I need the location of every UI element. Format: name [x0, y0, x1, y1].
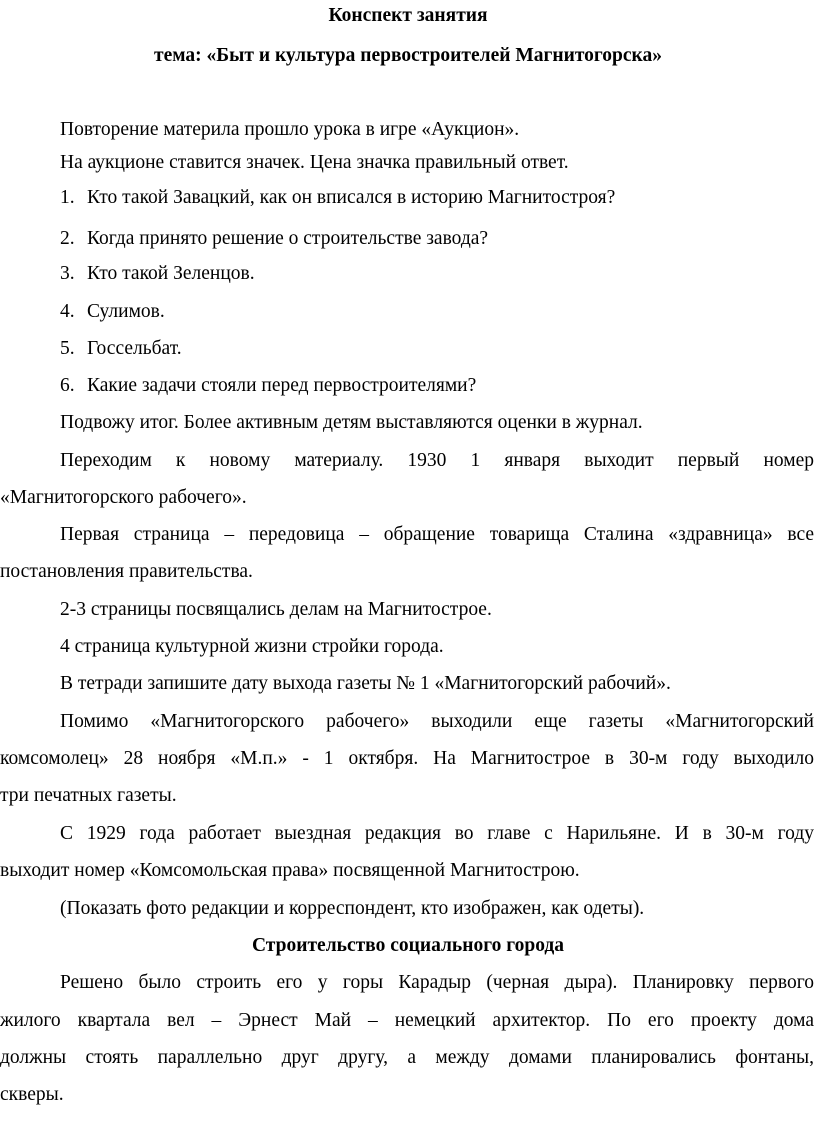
list-item-number: 1.: [60, 187, 75, 208]
document-title: Конспект занятия: [328, 5, 488, 26]
paragraph-page-4: 4 страница культурной жизни стройки города.: [60, 636, 444, 657]
list-item-number: 2.: [60, 228, 75, 249]
list-item-number: 5.: [60, 338, 75, 359]
list-item-text: Кто такой Зеленцов.: [87, 263, 255, 284]
paragraph-edition-line2: выходит номер «Комсомольская права» посвященной Магнитострою.: [0, 860, 580, 881]
list-item-text: Сулимов.: [87, 301, 165, 322]
list-item-number: 6.: [60, 375, 75, 396]
paragraph-other-papers-line3: три печатных газеты.: [0, 785, 177, 806]
paragraph-review: Повторение материла прошло урока в игре «Аукцион».: [60, 119, 520, 140]
paragraph-edition-line1: С 1929 года работает выездная редакция во главе с Нарильяне. И в 30-м году: [60, 823, 814, 844]
paragraph-social-city-line2: жилого квартала вел – Эрнест Май – немецкий архитектор. По его проекту дома: [0, 1010, 814, 1031]
section-heading: Строительство социального города: [251, 935, 564, 956]
paragraph-auction: На аукционе ставится значек. Цена значка правильный ответ.: [60, 152, 569, 173]
paragraph-social-city-line4: скверы.: [0, 1084, 64, 1105]
paragraph-new-material-line1: Переходим к новому материалу. 1930 1 января выходит первый номер: [60, 450, 814, 471]
list-item-text: Какие задачи стояли перед первостроителями?: [87, 375, 477, 396]
paragraph-summary: Подвожу итог. Более активным детям выставляются оценки в журнал.: [60, 412, 643, 433]
list-item-number: 4.: [60, 301, 75, 322]
paragraph-photo-note: (Показать фото редакции и корреспондент, кто изображен, как одеты).: [60, 898, 645, 919]
paragraph-new-material-line2: «Магнитогорского рабочего».: [0, 487, 247, 508]
list-item-text: Кто такой Завацкий, как он вписался в историю Магнитостроя?: [87, 187, 616, 208]
paragraph-social-city-line3: должны стоять параллельно друг другу, а между домами планировались фонтаны,: [0, 1047, 814, 1068]
paragraph-notebook: В тетради запишите дату выхода газеты № 1 «Магнитогорский рабочий».: [60, 673, 671, 694]
paragraph-other-papers-line1: Помимо «Магнитогорского рабочего» выходили еще газеты «Магнитогорский: [60, 711, 814, 732]
paragraph-first-page-line1: Первая страница – передовица – обращение товарища Сталина «здравница» все: [60, 524, 814, 545]
list-item-number: 3.: [60, 263, 75, 284]
paragraph-other-papers-line2: комсомолец» 28 ноября «М.п.» - 1 октября. На Магнитострое в 30-м году выходило: [0, 748, 814, 769]
paragraph-pages-2-3: 2-3 страницы посвящались делам на Магнитострое.: [60, 599, 492, 620]
document-subtitle: тема: «Быт и культура первостроителей Магнитогорска»: [154, 45, 662, 66]
list-item-text: Госсельбат.: [87, 338, 182, 359]
paragraph-social-city-line1: Решено было строить его у горы Карадыр (черная дыра). Планировку первого: [60, 972, 814, 993]
paragraph-first-page-line2: постановления правительства.: [0, 561, 253, 582]
list-item-text: Когда принято решение о строительстве завода?: [87, 228, 489, 249]
